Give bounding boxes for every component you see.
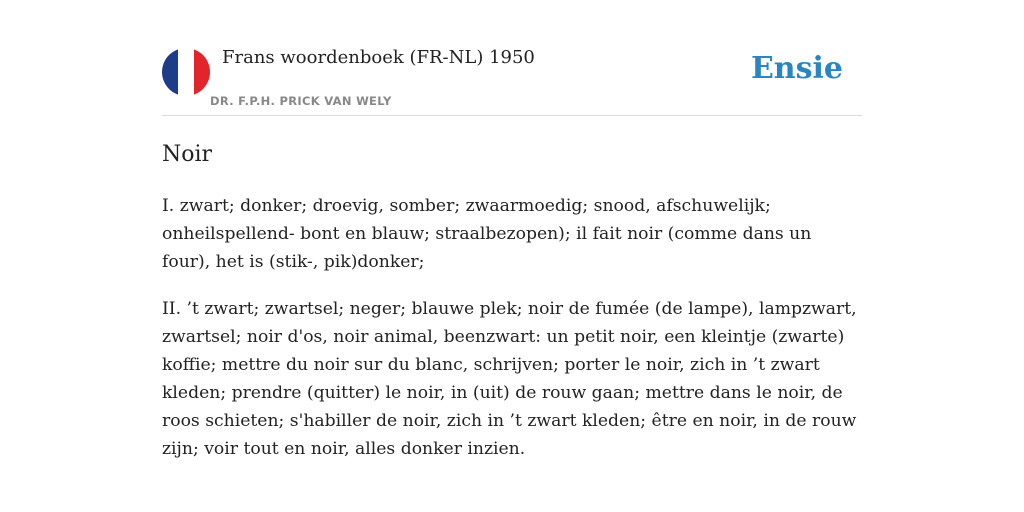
entry-title: Noir <box>162 142 213 167</box>
dictionary-title[interactable]: Frans woordenboek (FR-NL) 1950 <box>222 47 535 68</box>
flag-blue-stripe <box>162 48 178 96</box>
dictionary-author: DR. F.P.H. PRICK VAN WELY <box>210 94 392 108</box>
flag-red-stripe <box>194 48 210 96</box>
ensie-logo-link[interactable]: Ensie <box>750 51 843 86</box>
dictionary-card <box>162 44 862 463</box>
french-flag-icon <box>162 48 210 96</box>
definition-paragraph-2: II. ’t zwart; zwartsel; neger; blauwe plek; noir de fumée (de lampe), lampzwart, zwartsel; noir d'os, noir animal, beenzwart: un petit noir, een kleintje (zwarte) koffie; mettre du noir sur du blanc, schrijven; porter le noir, zich in ’t zwart kleden; prendre (quitter) le noir, in (uit) de rouw gaan; mettre dans le noir, de roos schieten; s'habiller de noir, zich in ’t zwart kleden; être en noir, in de rouw zijn; voir tout en noir, alles donker inzien. <box>162 299 857 459</box>
flag-white-stripe <box>178 48 194 96</box>
dictionary-header <box>162 44 862 116</box>
definition-paragraph-1: I. zwart; donker; droevig, somber; zwaarmoedig; snood, afschuwelijk; onheilspellend- bont en blauw; straalbezopen); il fait noir (comme dans un four), het is (stik-, pik)donker; <box>162 196 812 272</box>
